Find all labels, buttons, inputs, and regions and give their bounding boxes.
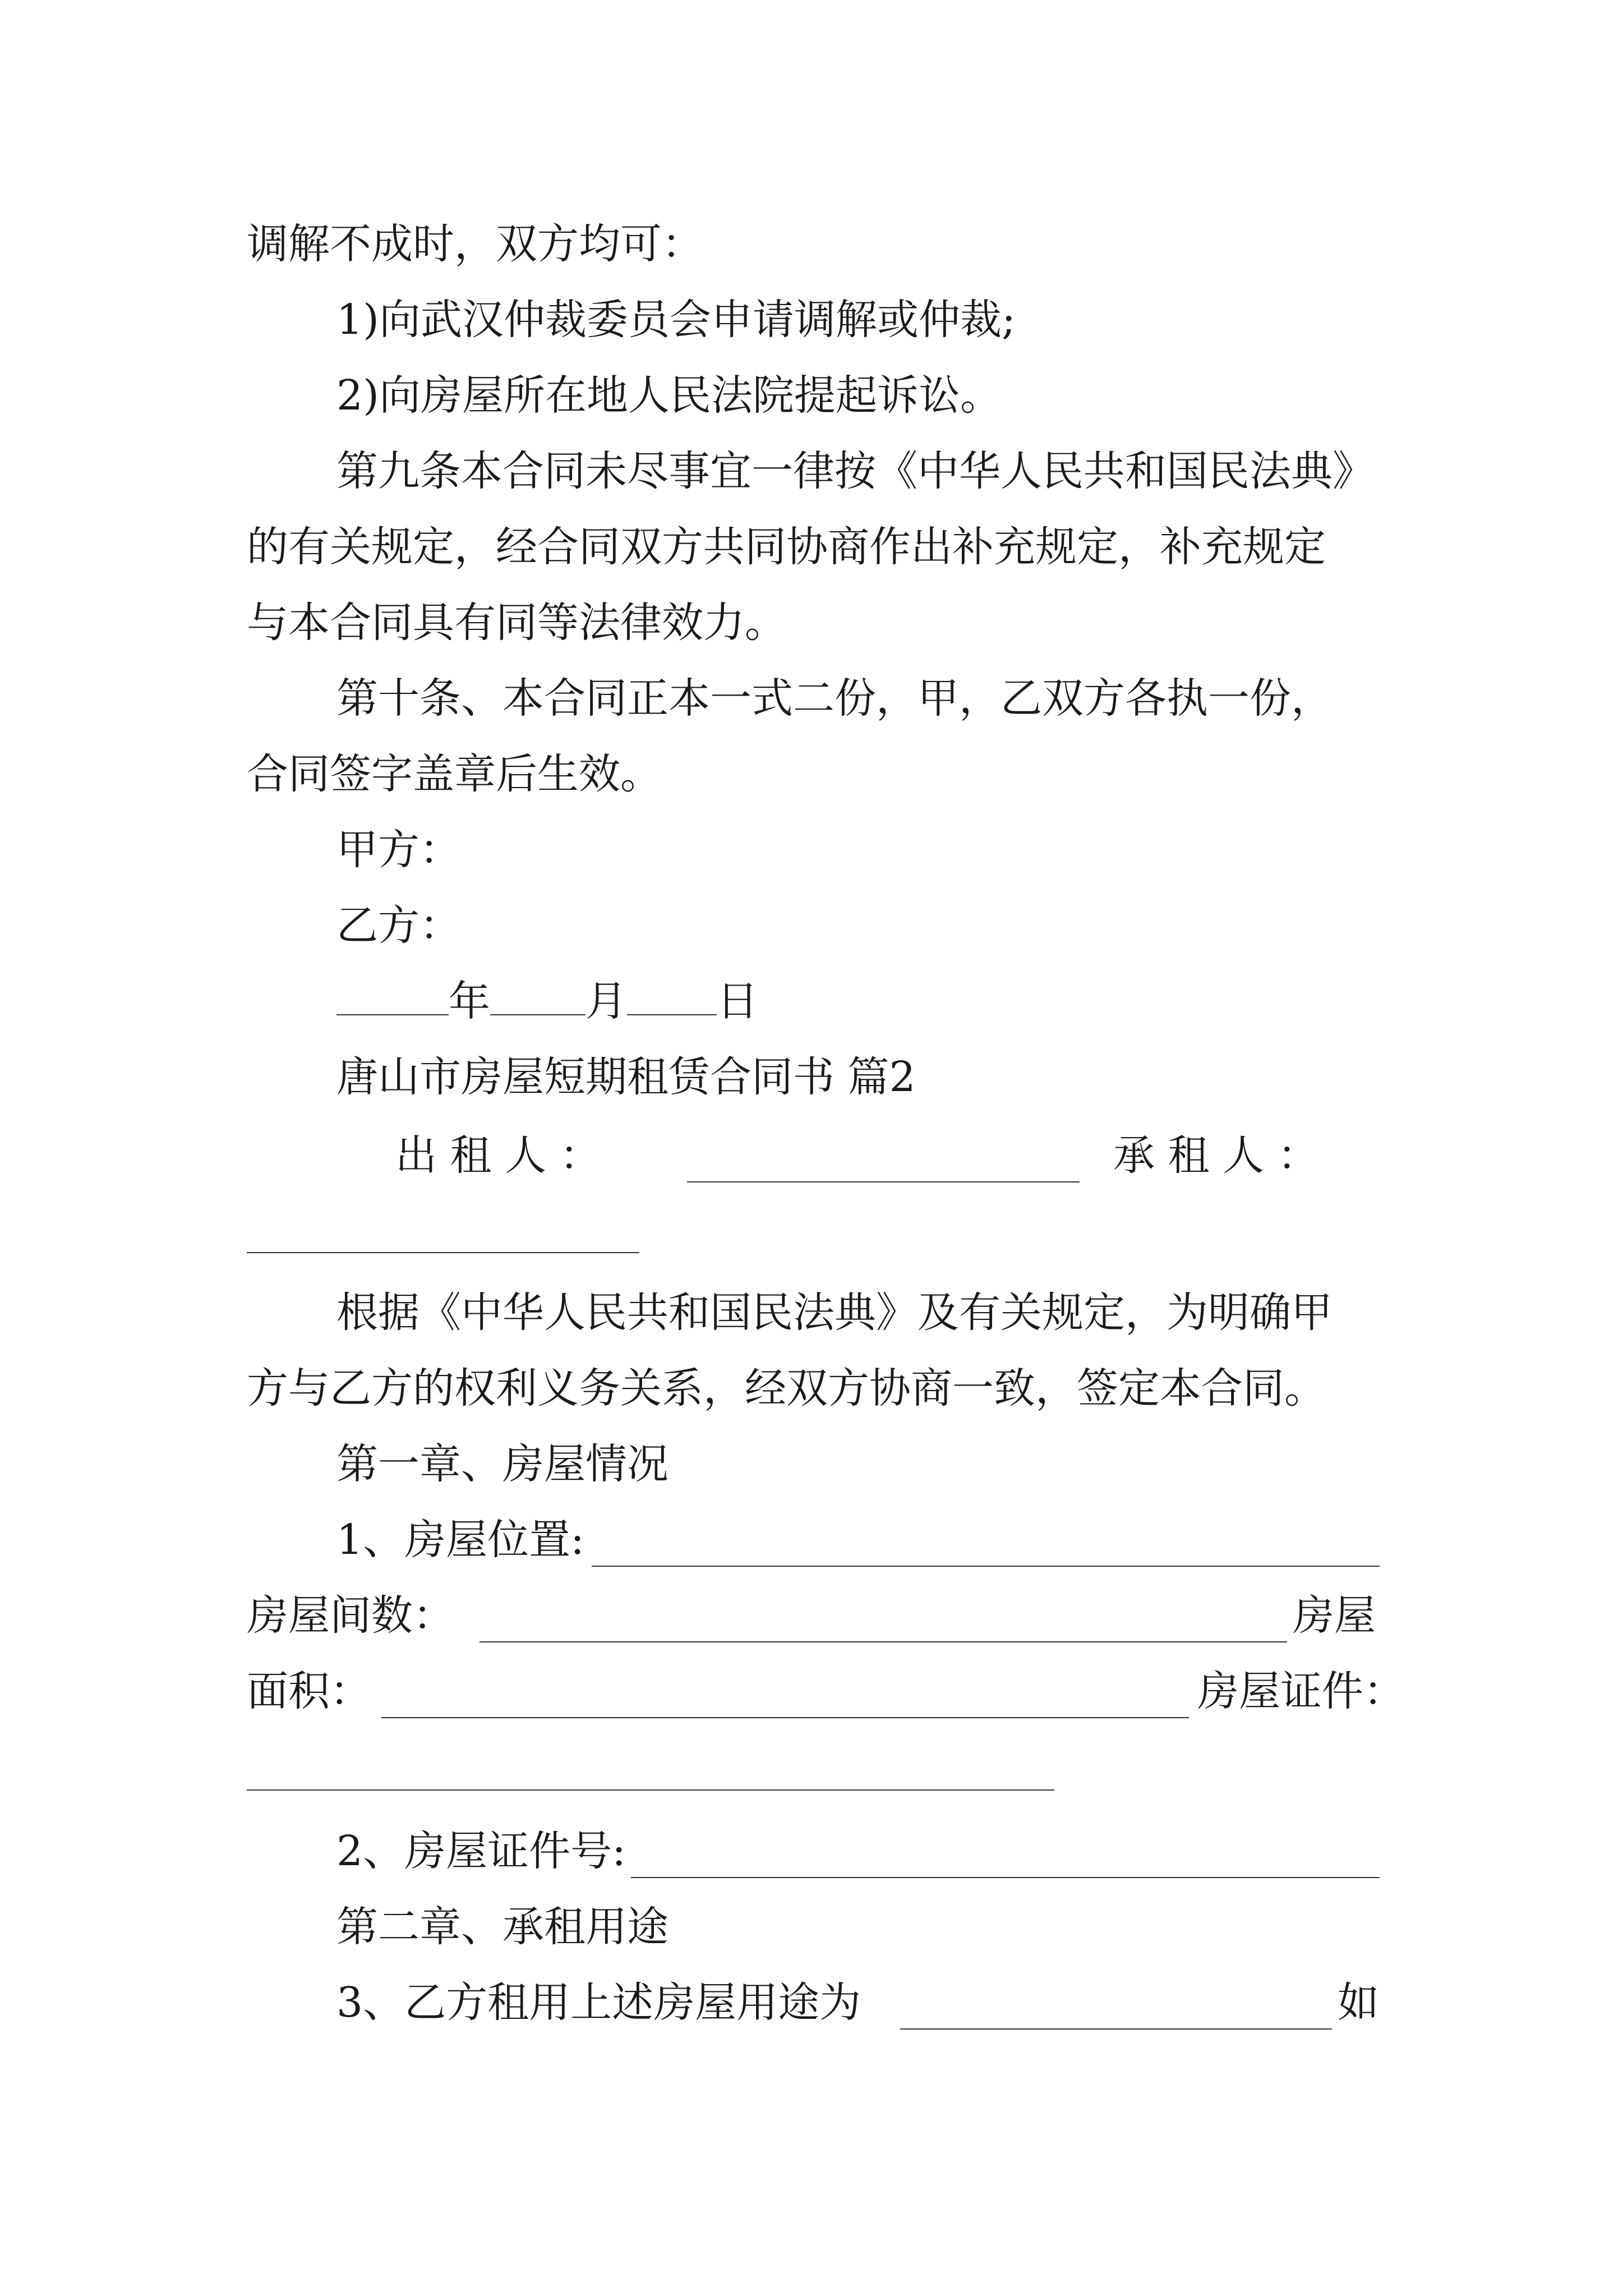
house-location-blank xyxy=(592,1566,1380,1567)
lessor-blank xyxy=(687,1181,1080,1182)
text-line: 第十条、本合同正本一式二份，甲，乙双方各执一份， xyxy=(336,674,1332,723)
party-a-label: 甲方： xyxy=(336,826,461,874)
text-line: 1)向武汉仲裁委员会申请调解或仲裁; xyxy=(336,296,1016,344)
certificate-number-blank xyxy=(631,1877,1380,1878)
area-label: 面积： xyxy=(247,1667,371,1715)
certificate-label: 房屋证件： xyxy=(1197,1667,1405,1715)
usage-label: 3、乙方租用上述房屋用途为 xyxy=(336,1978,861,2027)
chapter-title: 第二章、承租用途 xyxy=(336,1903,668,1951)
text-line: 的有关规定，经合同双方共同协商作出补充规定，补充规定 xyxy=(247,523,1326,571)
section-title: 唐山市房屋短期租赁合同书 篇2 xyxy=(336,1053,916,1101)
date-line xyxy=(336,973,758,1029)
text-line: 第九条本合同未尽事宜一律按《中华人民共和国民法典》 xyxy=(336,447,1374,495)
year-label: 年 xyxy=(449,977,490,1025)
text-line: 2)向房屋所在地人民法院提起诉讼。 xyxy=(336,371,1002,420)
text-line: 与本合同具有同等法律效力。 xyxy=(247,599,786,647)
lessee-label: 承 租 人 ： xyxy=(1113,1131,1319,1180)
house-label: 房屋 xyxy=(1293,1591,1376,1640)
room-count-label: 房屋间数： xyxy=(247,1591,454,1640)
text-line: 调解不成时，双方均可： xyxy=(247,220,703,268)
lessor-label: 出 租 人 ： xyxy=(395,1131,601,1180)
usage-blank xyxy=(900,2028,1332,2030)
chapter-title: 第一章、房屋情况 xyxy=(336,1440,668,1488)
house-location-label: 1、房屋位置: xyxy=(336,1516,585,1564)
text-line: 方与乙方的权利义务关系，经双方协商一致，签定本合同。 xyxy=(247,1364,1326,1412)
text-line: 根据《中华人民共和国民法典》及有关规定，为明确甲 xyxy=(336,1289,1332,1337)
room-count-blank xyxy=(479,1641,1287,1642)
day-label: 日 xyxy=(717,977,758,1025)
month-blank xyxy=(490,977,585,1015)
certificate-number-label: 2、房屋证件号: xyxy=(336,1827,626,1875)
month-label: 月 xyxy=(585,977,627,1025)
party-b-label: 乙方： xyxy=(336,901,461,950)
year-blank xyxy=(336,977,449,1015)
lessee-blank xyxy=(247,1252,639,1253)
day-blank xyxy=(627,977,717,1015)
usage-suffix: 如 xyxy=(1338,1978,1379,2027)
area-blank xyxy=(381,1717,1189,1718)
certificate-blank xyxy=(247,1789,1054,1791)
text-line: 合同签字盖章后生效。 xyxy=(247,750,662,798)
